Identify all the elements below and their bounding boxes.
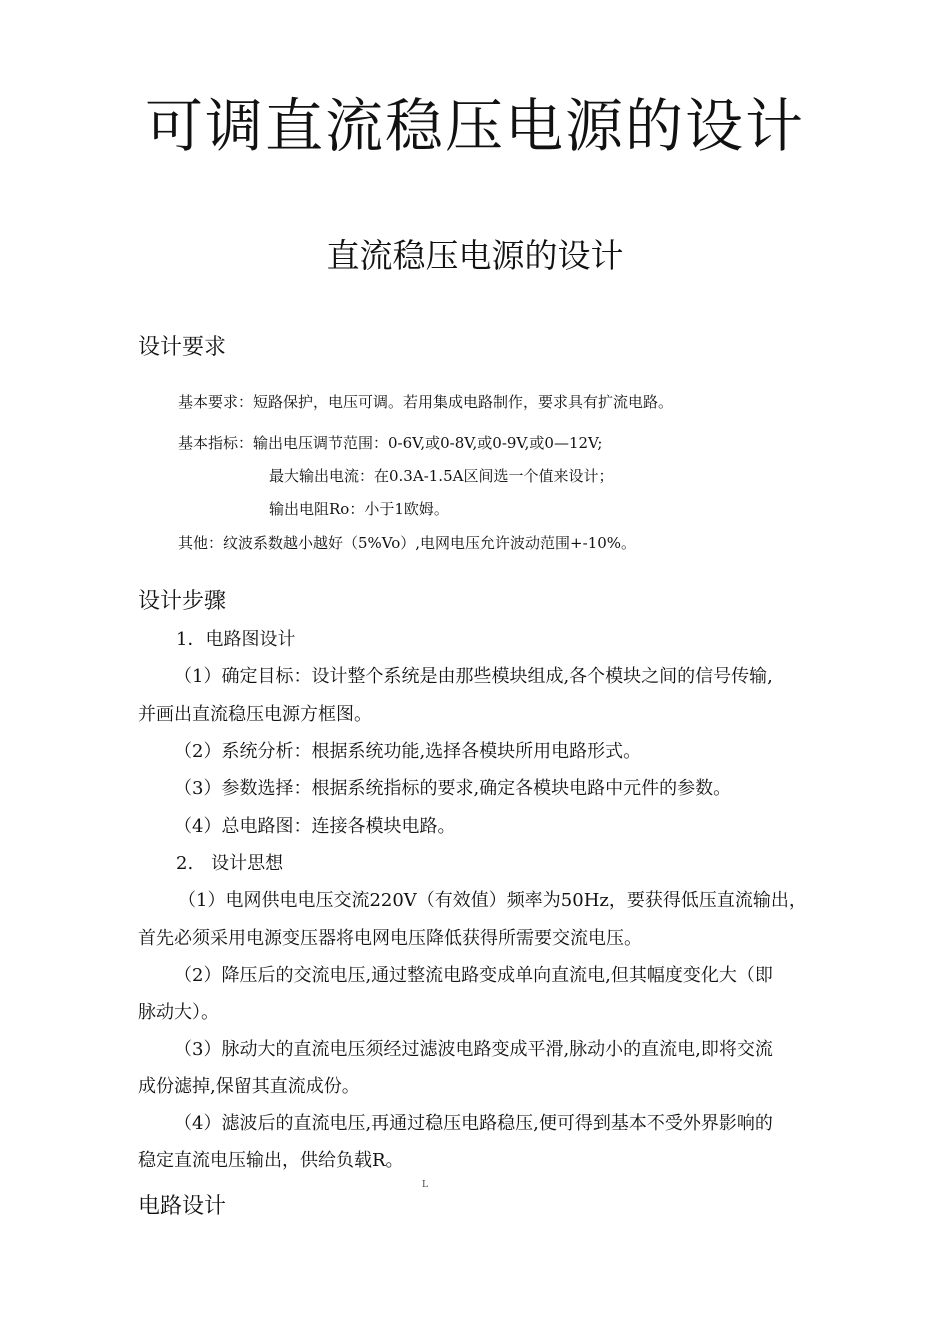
paragraph-line: 稳定直流电压输出，供给负载R。 bbox=[138, 1150, 404, 1171]
paragraph-line: （4）滤波后的直流电压,再通过稳压电路稳压,便可得到基本不受外界影响的 bbox=[174, 1113, 773, 1134]
paragraph-line: （3）参数选择：根据系统指标的要求,确定各模块电路中元件的参数。 bbox=[174, 778, 732, 799]
basic-indicators-text: 基本指标：输出电压调节范围：0-6V,或0-8V,或0-9V,或0—12V; bbox=[178, 434, 603, 452]
paragraph-line: （2）降压后的交流电压,通过整流电路变成单向直流电,但其幅度变化大（即 bbox=[174, 965, 773, 986]
paragraph-line: （1）确定目标：设计整个系统是由那些模块组成,各个模块之间的信号传输, bbox=[174, 666, 773, 687]
paragraph-line: （4）总电路图：连接各模块电路。 bbox=[174, 816, 456, 837]
step-item-design-idea: 2. 设计思想 bbox=[176, 853, 284, 874]
section-heading-requirements: 设计要求 bbox=[138, 335, 227, 360]
document-title: 可调直流稳压电源的设计 bbox=[144, 92, 805, 160]
basic-requirements-text: 基本要求：短路保护，电压可调。若用集成电路制作，要求具有扩流电路。 bbox=[178, 393, 674, 411]
paragraph-line: （2）系统分析：根据系统功能,选择各模块所用电路形式。 bbox=[174, 741, 642, 762]
paragraph-line: 脉动大）。 bbox=[138, 1002, 219, 1023]
section-heading-circuit: 电路设计 bbox=[138, 1194, 227, 1219]
step-item-circuit-design: 1．电路图设计 bbox=[176, 629, 296, 650]
paragraph-line: 并画出直流稳压电源方框图。 bbox=[138, 704, 372, 725]
paragraph-line: 首先必须采用电源变压器将电网电压降低获得所需要交流电压。 bbox=[138, 928, 642, 949]
document-subtitle: 直流稳压电源的设计 bbox=[326, 236, 624, 275]
output-resistance-text: 输出电阻Ro：小于1欧姆。 bbox=[269, 500, 449, 518]
other-requirements-text: 其他：纹波系数越小越好（5%Vo）,电网电压允许波动范围+-10%。 bbox=[178, 534, 637, 552]
paragraph-line: 成份滤掉,保留其直流成份。 bbox=[138, 1076, 360, 1097]
max-output-current-text: 最大输出电流：在0.3A-1.5A区间选一个值来设计； bbox=[269, 467, 614, 485]
paragraph-line: （3）脉动大的直流电压须经过滤波电路变成平滑,脉动小的直流电,即将交流 bbox=[174, 1039, 773, 1060]
section-heading-steps: 设计步骤 bbox=[138, 589, 227, 614]
paragraph-line: （1）电网供电电压交流220V（有效值）频率为50Hz，要获得低压直流输出， bbox=[178, 890, 807, 911]
load-subscript-mark: L bbox=[422, 1180, 428, 1190]
